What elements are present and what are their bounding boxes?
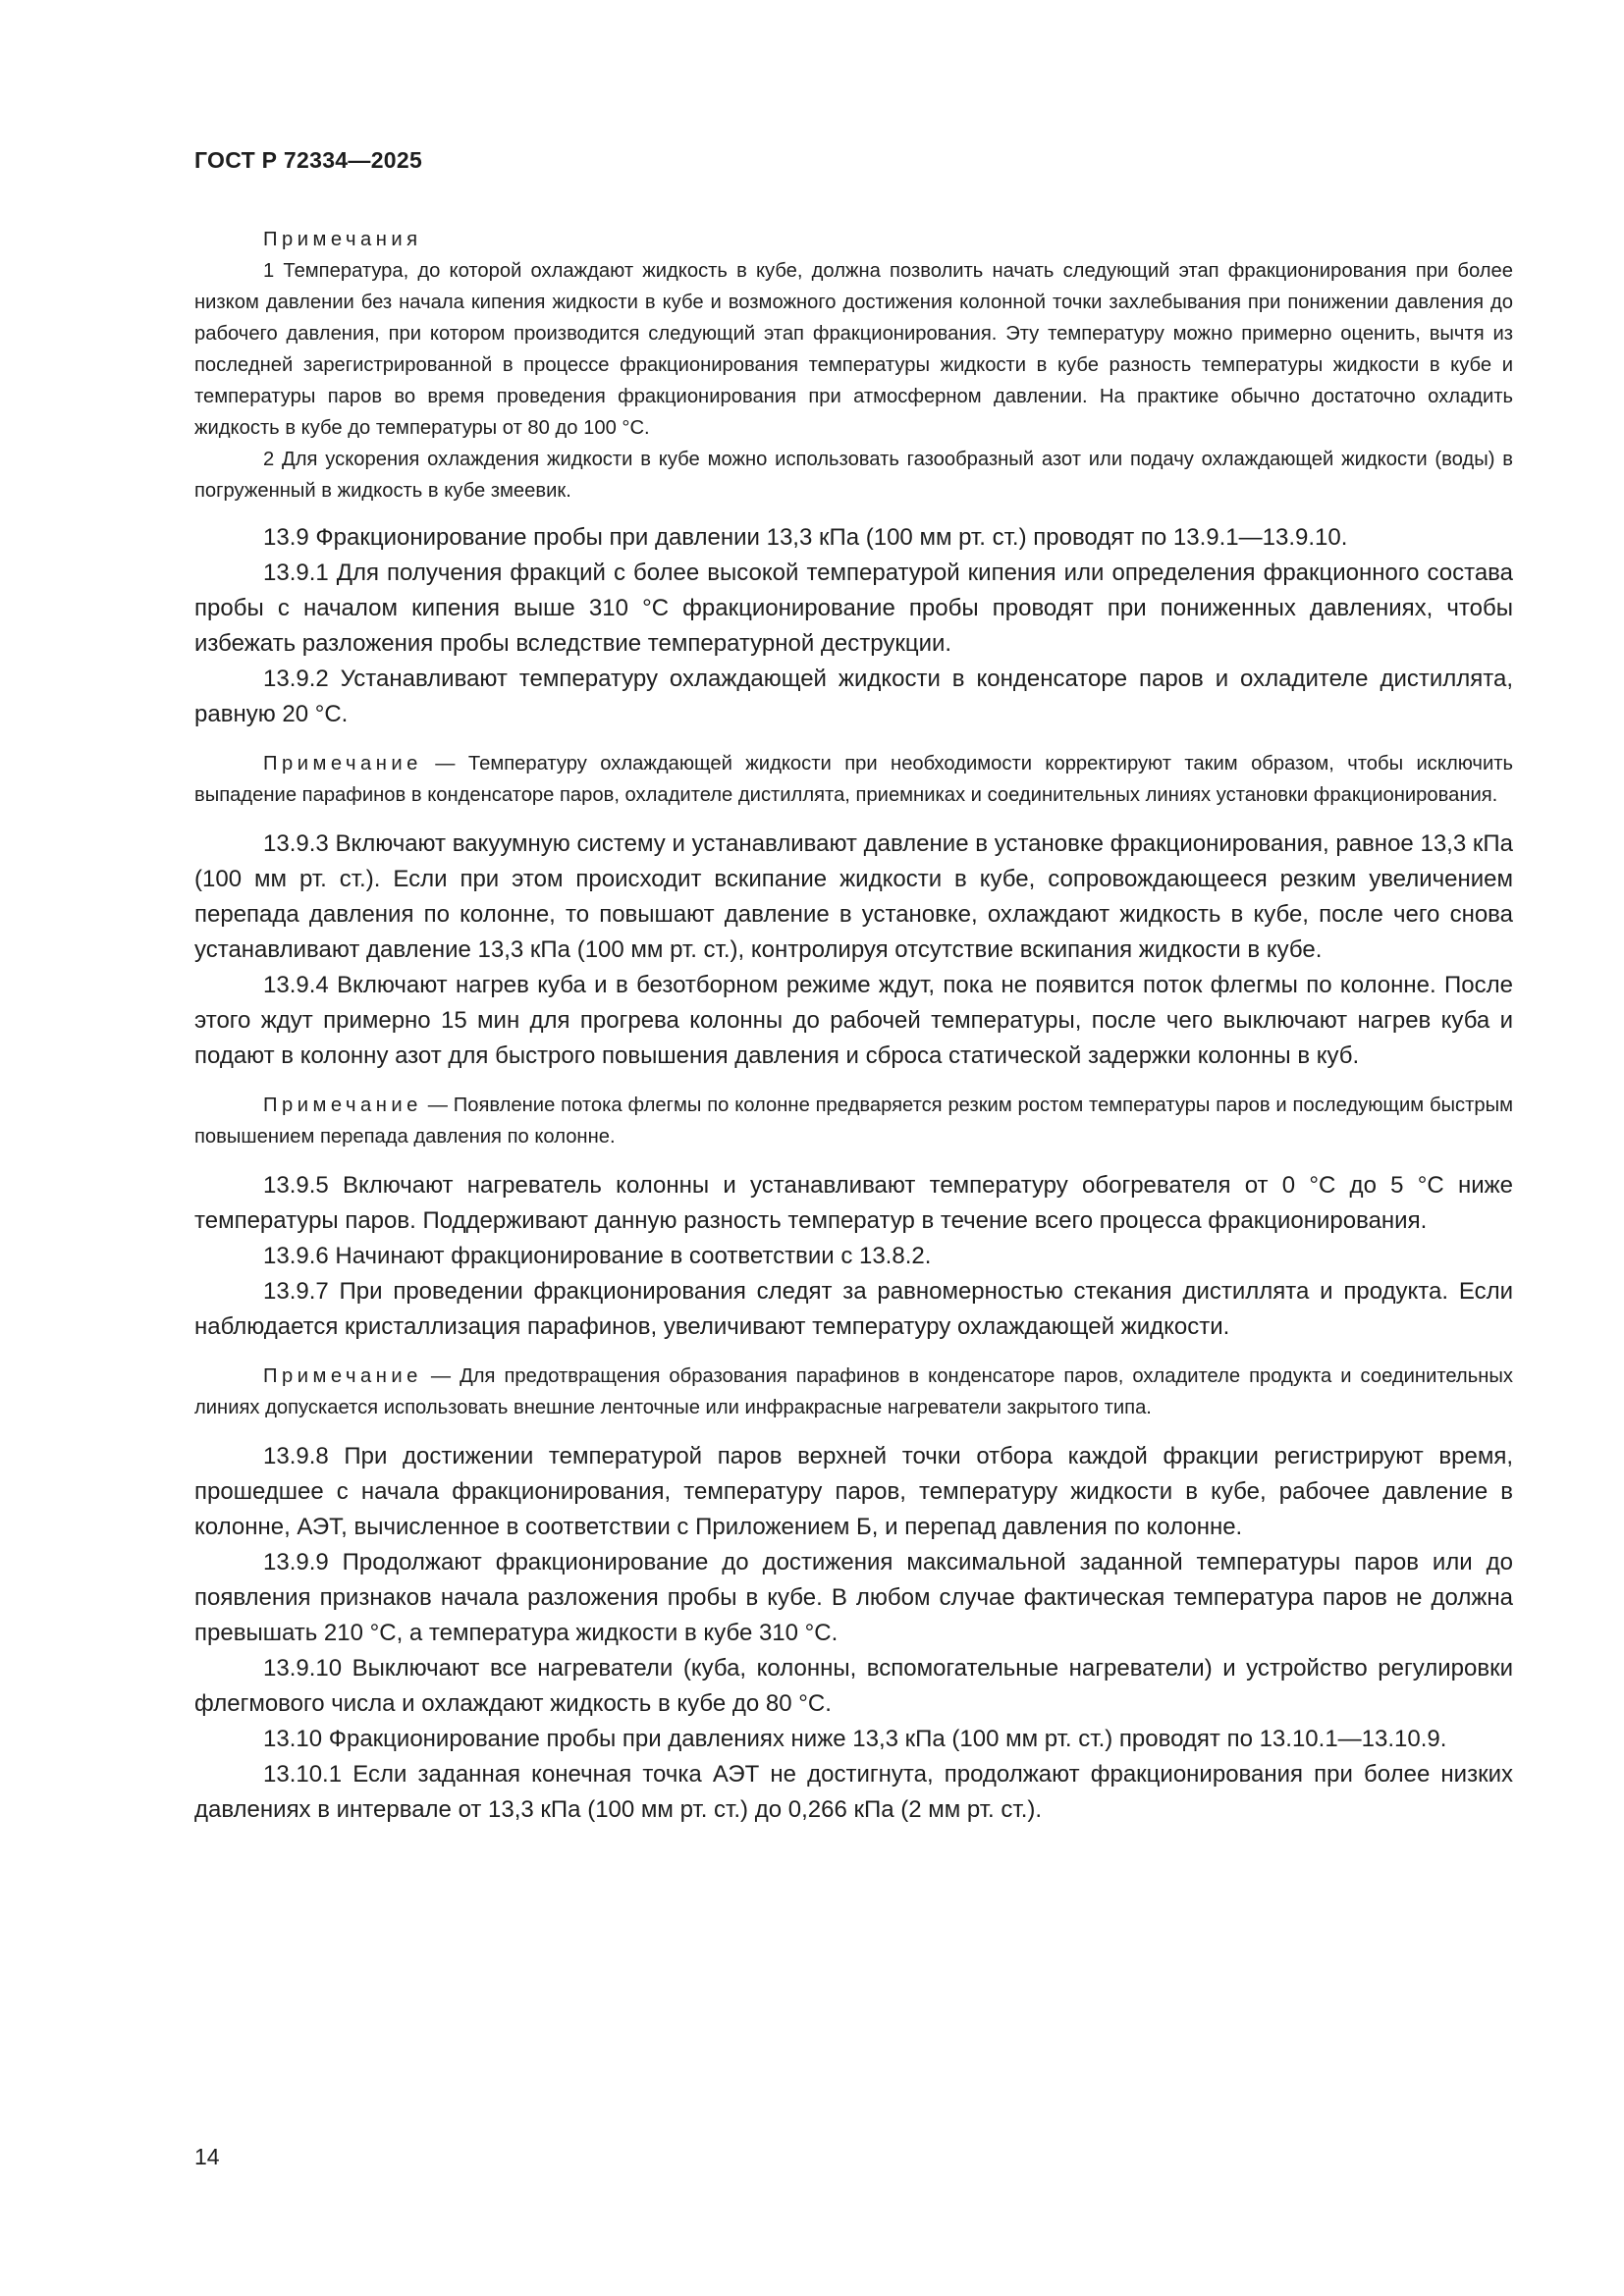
- page-number: 14: [194, 2144, 220, 2169]
- document-code-header: ГОСТ Р 72334—2025: [194, 147, 423, 173]
- note-item-2: 2 Для ускорения охлаждения жидкости в кубе можно использовать газообразный азот или подачу охлаждающей жидкости (воды) в погруженный в жидкость в кубе змеевик.: [194, 449, 1513, 502]
- paragraph-13-9: 13.9 Фракционирование пробы при давлении 13,3 кПа (100 мм рт. ст.) проводят по 13.9.1—13.9.10.: [263, 524, 1348, 551]
- notes-block-1: [194, 224, 1513, 507]
- note-label: Примечание: [263, 1095, 422, 1116]
- paragraph-13-9-6: 13.9.6 Начинают фракционирование в соответствии с 13.8.2.: [263, 1243, 932, 1269]
- note-text: — Для предотвращения образования парафинов в конденсаторе паров, охладителе продукта и соединительных линиях допускается использовать внешние ленточные или инфракрасные нагреватели закрытого типа.: [194, 1365, 1513, 1418]
- paragraph-13-9-3: 13.9.3 Включают вакуумную систему и устанавливают давление в установке фракционирования, равное 13,3 кПа (100 мм рт. ст.). Если при этом происходит вскипание жидкости в кубе, сопровождающееся резким увеличением перепада давления по колонне, то повышают давление в установке, охлаждают жидкость в кубе, после чего снова устанавливают давление 13,3 кПа (100 мм рт. ст.), контролируя отсутствие вскипания жидкости в кубе.: [194, 830, 1513, 963]
- notes-title: Примечания: [263, 229, 422, 250]
- paragraph-13-9-5: 13.9.5 Включают нагреватель колонны и устанавливают температуру обогревателя от 0 °С до 5 °С ниже температуры паров. Поддерживают данную разность температур в течение всего процесса фракционирования.: [194, 1172, 1513, 1234]
- paragraph-13-9-9: 13.9.9 Продолжают фракционирование до достижения максимальной заданной температуры паров или до появления признаков начала разложения пробы в кубе. В любом случае фактическая температура паров не должна превышать 210 °С, а температура жидкости в кубе 310 °С.: [194, 1549, 1513, 1646]
- note-label: Примечание: [263, 753, 422, 774]
- paragraph-13-9-1: 13.9.1 Для получения фракций с более высокой температурой кипения или определения фракционного состава пробы с началом кипения выше 310 °С фракционирование пробы проводят при пониженных давлениях, чтобы избежать разложения пробы вследствие температурной деструкции.: [194, 560, 1513, 657]
- note-text: — Температуру охлаждающей жидкости при необходимости корректируют таким образом, чтобы исключить выпадение парафинов в конденсаторе паров, охладителе дистиллята, приемниках и соединительных линиях установки фракционирования.: [194, 753, 1513, 806]
- note-3: [194, 1090, 1513, 1152]
- note-4: [194, 1361, 1513, 1423]
- note-2: [194, 748, 1513, 811]
- paragraph-13-9-10: 13.9.10 Выключают все нагреватели (куба, колонны, вспомогательные нагреватели) и устройство регулировки флегмового числа и охлаждают жидкость в кубе до 80 °С.: [194, 1655, 1513, 1717]
- paragraph-13-10-1: 13.10.1 Если заданная конечная точка АЭТ не достигнута, продолжают фракционирования при более низких давлениях в интервале от 13,3 кПа (100 мм рт. ст.) до 0,266 кПа (2 мм рт. ст.).: [194, 1761, 1513, 1823]
- note-item-1: 1 Температура, до которой охлаждают жидкость в кубе, должна позволить начать следующий этап фракционирования при более низком давлении без начала кипения жидкости в кубе и возможного достижения колонной точки захлебывания при понижении давления до рабочего давления, при котором производится следующий этап фракционирования. Эту температуру можно примерно оценить, вычтя из последней зарегистрированной в процессе фракционирования температуры жидкости в кубе разность температуры жидкости в кубе и температуры паров во время проведения фракционирования при атмосферном давлении. На практике обычно достаточно охладить жидкость в кубе до температуры от 80 до 100 °С.: [194, 260, 1513, 439]
- paragraph-13-9-2: 13.9.2 Устанавливают температуру охлаждающей жидкости в конденсаторе паров и охладителе дистиллята, равную 20 °С.: [194, 666, 1513, 727]
- paragraph-13-9-8: 13.9.8 При достижении температурой паров верхней точки отбора каждой фракции регистрируют время, прошедшее с начала фракционирования, температуру паров, температуру жидкости в кубе, рабочее давление в колонне, АЭТ, вычисленное в соответствии с Приложением Б, и перепад давления по колонне.: [194, 1443, 1513, 1540]
- note-text: — Появление потока флегмы по колонне предваряется резким ростом температуры паров и последующим быстрым повышением перепада давления по колонне.: [194, 1095, 1513, 1148]
- paragraph-13-9-7: 13.9.7 При проведении фракционирования следят за равномерностью стекания дистиллята и продукта. Если наблюдается кристаллизация парафинов, увеличивают температуру охлаждающей жидкости.: [194, 1278, 1513, 1340]
- page-body: [194, 224, 1513, 1828]
- paragraph-13-10: 13.10 Фракционирование пробы при давлениях ниже 13,3 кПа (100 мм рт. ст.) проводят по 13.10.1—13.10.9.: [263, 1726, 1447, 1752]
- paragraph-13-9-4: 13.9.4 Включают нагрев куба и в безотборном режиме ждут, пока не появится поток флегмы по колонне. После этого ждут примерно 15 мин для прогрева колонны до рабочей температуры, после чего выключают нагрев куба и подают в колонну азот для быстрого повышения давления и сброса статической задержки колонны в куб.: [194, 972, 1513, 1069]
- note-label: Примечание: [263, 1365, 422, 1387]
